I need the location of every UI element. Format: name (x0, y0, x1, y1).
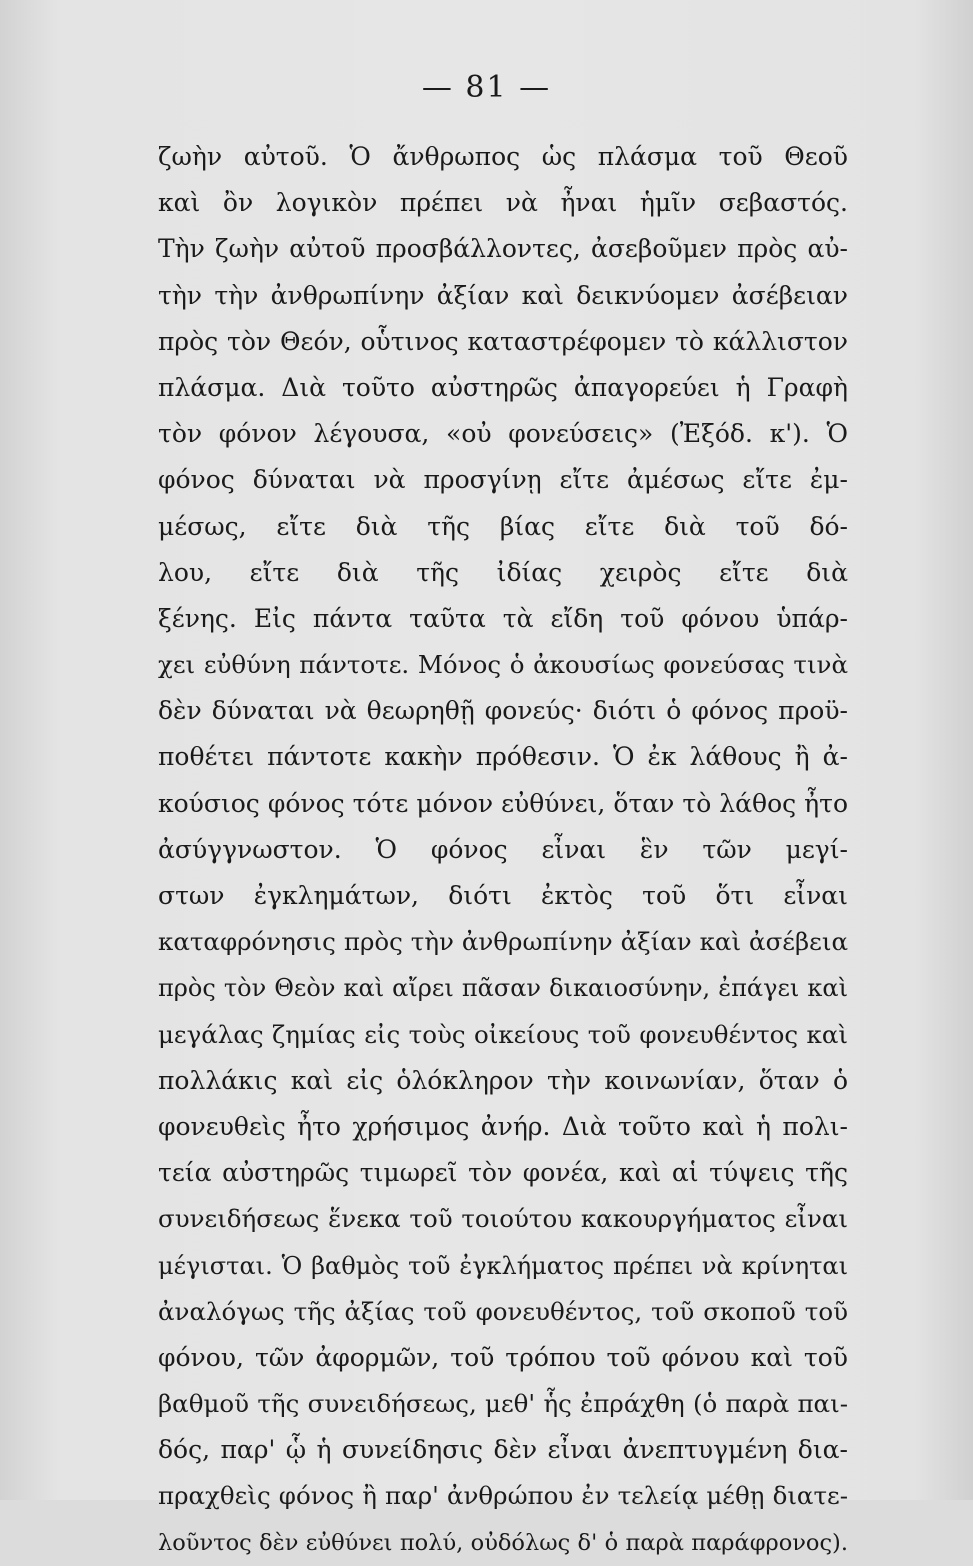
text-line: πρὸς τὸν Θεὸν καὶ αἴρει πᾶσαν δικαιοσύνην, ἐπάγει καὶ (158, 974, 848, 1003)
text-line: φόνος δύναται νὰ προσγίνῃ εἴτε ἀμέσως εἴτε ἐμ- (158, 465, 848, 495)
text-line: δὲν δύναται νὰ θεωρηθῇ φονεύς· διότι ὁ φόνος προϋ- (158, 696, 848, 726)
text-line: ξένης. Εἰς πάντα ταῦτα τὰ εἴδη τοῦ φόνου ὑπάρ- (158, 603, 848, 633)
text-line: φόνου, τῶν ἀφορμῶν, τοῦ τρόπου τοῦ φόνου καὶ τοῦ (158, 1342, 848, 1372)
text-line: λοῦντος δὲν εὐθύνει πολύ, οὐδόλως δ' ὁ παρὰ παράφρονος). (158, 1529, 848, 1556)
text-line: λου, εἴτε διὰ τῆς ἰδίας χειρὸς εἴτε διὰ (158, 557, 848, 587)
text-line: μεγάλας ζημίας εἰς τοὺς οἰκείους τοῦ φονευθέντος καὶ (158, 1019, 848, 1049)
text-line: πλάσμα. Διὰ τοῦτο αὐστηρῶς ἀπαγορεύει ἡ Γραφὴ (158, 372, 848, 402)
text-line: συνειδήσεως ἕνεκα τοῦ τοιούτου κακουργήματος εἶναι (158, 1204, 848, 1234)
text-line: ἀσύγγνωστον. Ὁ φόνος εἶναι ἓν τῶν μεγί- (158, 834, 848, 864)
text-line: καὶ ὂν λογικὸν πρέπει νὰ ἦναι ἡμῖν σεβαστός. (158, 188, 848, 218)
text-line: πολλάκις καὶ εἰς ὁλόκληρον τὴν κοινωνίαν, ὅταν ὁ (158, 1065, 848, 1095)
text-line: ἀναλόγως τῆς ἀξίας τοῦ φονευθέντος, τοῦ σκοποῦ τοῦ (158, 1296, 848, 1326)
text-line: στων ἐγκλημάτων, διότι ἐκτὸς τοῦ ὅτι εἶναι (158, 881, 848, 910)
text-line: μέγισται. Ὁ βαθμὸς τοῦ ἐγκλήματος πρέπει νὰ κρίνηται (158, 1251, 848, 1280)
text-line: τὴν τὴν ἀνθρωπίνην ἀξίαν καὶ δεικνύομεν ἀσέβειαν (158, 280, 848, 310)
text-line: χει εὐθύνη πάντοτε. Μόνος ὁ ἀκουσίως φονεύσας τινὰ (158, 650, 848, 680)
text-line: φονευθεὶς ἦτο χρήσιμος ἀνήρ. Διὰ τοῦτο καὶ ἡ πολι- (158, 1111, 848, 1141)
page-number: — 81 — (421, 70, 552, 105)
body-text (158, 134, 848, 1566)
text-line: ζωὴν αὐτοῦ. Ὁ ἄνθρωπος ὡς πλάσμα τοῦ Θεοῦ (158, 142, 848, 171)
text-line: πρὸς τὸν Θεόν, οὗτινος καταστρέφομεν τὸ κάλλιστον (158, 326, 848, 356)
text-line: δός, παρ' ᾧ ἡ συνείδησις δὲν εἶναι ἀνεπτυγμένη δια- (158, 1435, 848, 1465)
text-line: τεία αὐστηρῶς τιμωρεῖ τὸν φονέα, καὶ αἱ τύψεις τῆς (158, 1158, 848, 1188)
text-line: μέσως, εἴτε διὰ τῆς βίας εἴτε διὰ τοῦ δό- (158, 511, 848, 541)
text-line: καταφρόνησις πρὸς τὴν ἀνθρωπίνην ἀξίαν καὶ ἀσέβεια (158, 927, 848, 957)
text-line: κούσιος φόνος τότε μόνον εὐθύνει, ὅταν τὸ λάθος ἦτο (158, 788, 848, 818)
text-line: βαθμοῦ τῆς συνειδήσεως, μεθ' ἧς ἐπράχθη (ὁ παρὰ παι- (158, 1389, 848, 1419)
text-line: πραχθεὶς φόνος ἢ παρ' ἀνθρώπου ἐν τελείᾳ μέθῃ διατε- (158, 1481, 848, 1511)
text-line: τὸν φόνον λέγουσα, «οὐ φονεύσεις» (Ἐξόδ. κ'). Ὁ (158, 419, 848, 449)
text-line: Τὴν ζωὴν αὐτοῦ προσβάλλοντες, ἀσεβοῦμεν πρὸς αὐ- (158, 234, 848, 264)
text-line: ποθέτει πάντοτε κακὴν πρόθεσιν. Ὁ ἐκ λάθους ἢ ἀ- (158, 742, 848, 772)
